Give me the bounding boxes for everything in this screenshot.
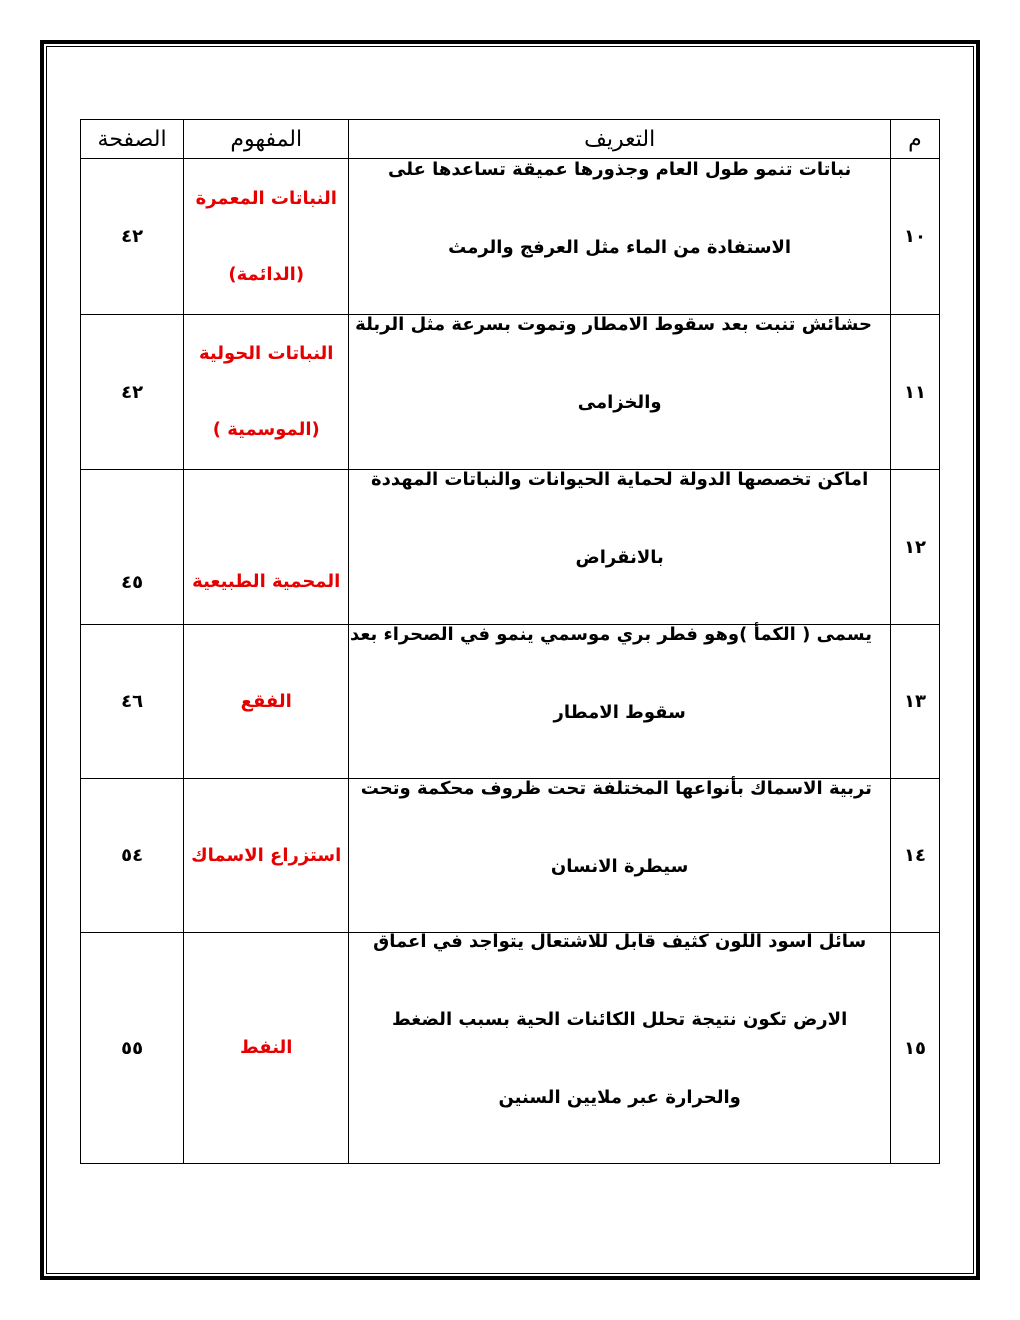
- row-page: ٤٢: [81, 159, 184, 315]
- table-row: [81, 933, 940, 1164]
- row-concept: [184, 625, 349, 779]
- row-definition: [349, 625, 891, 779]
- definition-line: والحرارة عبر ملايين السنين: [498, 1087, 741, 1108]
- definition-line: اماكن تخصصها الدولة لحماية الحيوانات والنباتات المهددة: [371, 469, 869, 490]
- definition-line: سيطرة الانسان: [550, 855, 689, 877]
- definition-line: الارض تكون نتيجة تحلل الكائنات الحية بسبب الضغط: [392, 1009, 848, 1030]
- table-row: [81, 779, 940, 933]
- concept-line: المحمية الطبيعية: [192, 571, 341, 592]
- definition-line: والخزامى: [577, 392, 662, 413]
- header-concept: المفهوم: [184, 120, 349, 159]
- row-page: ٥٥: [81, 933, 184, 1164]
- table-row: [81, 625, 940, 779]
- concept-line: الفقع: [240, 690, 292, 712]
- definition-line: الاستفادة من الماء مثل العرفج والرمث: [448, 236, 792, 258]
- row-page: ٤٥: [81, 470, 184, 625]
- row-page: ٥٤: [81, 779, 184, 933]
- header-number: م: [890, 120, 939, 159]
- header-definition: التعريف: [349, 120, 891, 159]
- row-number: ١١: [890, 315, 939, 470]
- glossary-table: [80, 119, 940, 1164]
- definition-line: بالانقراض: [575, 547, 664, 568]
- row-concept: [184, 470, 349, 625]
- table-header-row: [81, 120, 940, 159]
- definition-line: تربية الاسماك بأنواعها المختلفة تحت ظروف محكمة وتحت: [360, 777, 872, 799]
- row-number: ١٣: [890, 625, 939, 779]
- row-definition: [349, 159, 891, 315]
- row-definition: [349, 933, 891, 1164]
- row-number: ١٠: [890, 159, 939, 315]
- concept-line: النباتات المعمرة: [195, 187, 337, 209]
- row-page: ٤٢: [81, 315, 184, 470]
- row-number: ١٢: [890, 470, 939, 625]
- row-concept: [184, 779, 349, 933]
- row-concept: [184, 315, 349, 470]
- concept-line: (الموسمية ): [212, 419, 320, 440]
- row-definition: [349, 470, 891, 625]
- concept-line: (الدائمة): [228, 263, 305, 285]
- table-row: [81, 470, 940, 625]
- concept-line: النباتات الحولية: [199, 343, 334, 364]
- row-definition: [349, 779, 891, 933]
- table-row: [81, 315, 940, 470]
- row-concept: [184, 159, 349, 315]
- concept-line: استزراع الاسماك: [191, 844, 342, 866]
- definition-line: يسمى ( الكمأ )وهو فطر بري موسمي ينمو في الصحراء بعد: [349, 623, 872, 645]
- table-row: [81, 159, 940, 315]
- definition-line: سائل اسود اللون كثيف قابل للاشتعال يتواجد في اعماق: [373, 931, 867, 952]
- definition-line: نباتات تنمو طول العام وجذورها عميقة تساعدها على: [388, 158, 852, 180]
- header-page: الصفحة: [81, 120, 184, 159]
- row-concept: [184, 933, 349, 1164]
- concept-line: النفط: [239, 1037, 293, 1058]
- row-number: ١٥: [890, 933, 939, 1164]
- row-number: ١٤: [890, 779, 939, 933]
- definition-line: سقوط الامطار: [553, 701, 686, 723]
- row-page: ٤٦: [81, 625, 184, 779]
- definition-line: حشائش تنبت بعد سقوط الامطار وتموت بسرعة مثل الربلة: [355, 314, 872, 335]
- row-definition: [349, 315, 891, 470]
